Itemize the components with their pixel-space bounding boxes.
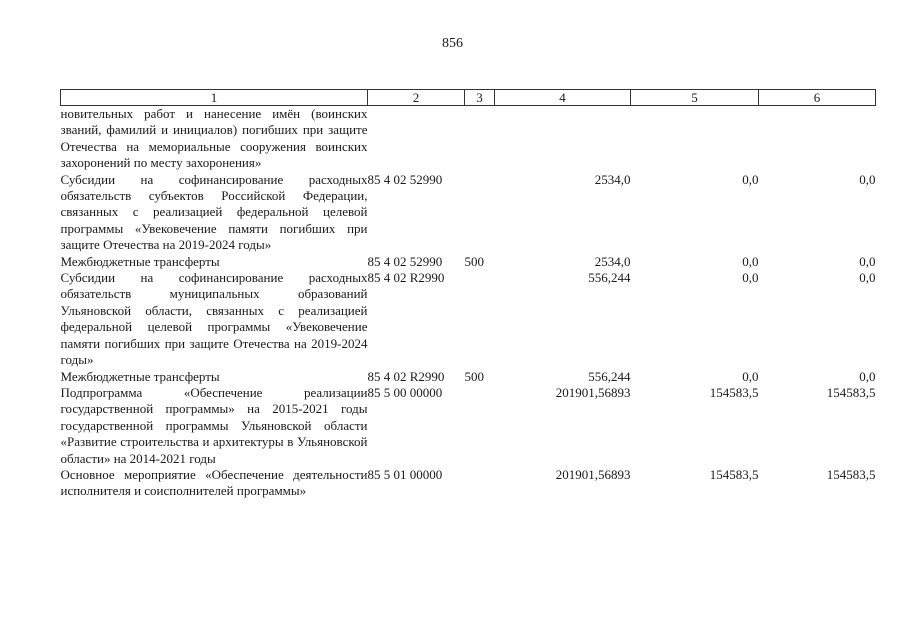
budget-table (60, 89, 876, 500)
row-name: Основное мероприятие «Обеспечение деятельности исполнителя и соисполнителей программы» (60, 466, 368, 499)
row-value-5: 0,0 (742, 253, 759, 269)
row-type: 500 (464, 368, 484, 384)
row-value-4 (495, 106, 631, 172)
row-value-5: 0,0 (742, 171, 759, 187)
row-value-4: 2534,0 (594, 253, 631, 269)
column-header-4: 4 (495, 90, 631, 106)
row-code: 85 4 02 52990 (367, 171, 443, 187)
row-code: 85 4 02 R2990 (367, 368, 445, 384)
row-value-5: 154583,5 (709, 466, 759, 482)
row-value-6: 154583,5 (826, 384, 876, 400)
row-name: Субсидии на софинансирование расходных обязательств субъектов Российской Федерации, связанных с реализацией федеральной целевой программы «Увековечение памяти погибших при защите Отечества на 2019-2024 годы» (60, 171, 368, 253)
row-name: Межбюджетные трансферты (60, 253, 220, 269)
row-name: Подпрограмма «Обеспечение реализации государственной программы» на 2015-2021 годы государственной программы Ульяновской области «Развитие строительства и архитектуры в Ульяновской области» на 2014-2021 годы (60, 384, 368, 466)
row-value-5: 154583,5 (709, 384, 759, 400)
column-header-6: 6 (759, 90, 876, 106)
row-name: новительных работ и нанесение имён (воинских званий, фамилий и инициалов) погибших при защите Отечества на мемориальные сооружения воинских захоронений по месту захоронения» (60, 106, 368, 171)
row-value-4: 556,244 (588, 368, 631, 384)
table-row (61, 385, 876, 467)
table-row (61, 467, 876, 500)
row-value-4: 201901,56893 (555, 466, 631, 482)
row-name: Межбюджетные трансферты (60, 368, 220, 384)
row-type (465, 467, 495, 500)
table-row (61, 254, 876, 270)
row-type (465, 172, 495, 254)
row-value-4: 556,244 (588, 270, 631, 286)
row-code: 85 4 02 R2990 (367, 270, 445, 286)
row-value-6: 0,0 (859, 368, 876, 384)
row-value-5 (631, 106, 759, 172)
row-type (465, 385, 495, 467)
header-row (61, 90, 876, 106)
column-header-3: 3 (465, 90, 495, 106)
row-code: 85 5 00 00000 (367, 384, 443, 400)
row-value-6: 0,0 (859, 253, 876, 269)
row-name: Субсидии на софинансирование расходных обязательств муниципальных образований Ульяновской области, связанных с реализацией федеральной целевой программы «Увековечение памяти погибших при защите Отечества на 2019-2024 годы» (60, 270, 368, 368)
page-number: 856 (442, 36, 463, 51)
row-value-5: 0,0 (742, 368, 759, 384)
row-value-6: 154583,5 (826, 466, 876, 482)
row-value-6 (759, 106, 876, 172)
row-type (465, 270, 495, 368)
table-row (61, 172, 876, 254)
row-code (368, 106, 465, 172)
table-row (61, 369, 876, 385)
table-row (61, 270, 876, 368)
column-header-2: 2 (368, 90, 465, 106)
row-code: 85 4 02 52990 (367, 253, 443, 269)
row-code: 85 5 01 00000 (367, 466, 443, 482)
row-value-6: 0,0 (859, 171, 876, 187)
row-value-6: 0,0 (859, 270, 876, 286)
row-type (465, 106, 495, 172)
column-header-5: 5 (631, 90, 759, 106)
row-value-5: 0,0 (742, 270, 759, 286)
column-header-1: 1 (61, 90, 368, 106)
row-value-4: 201901,56893 (555, 384, 631, 400)
row-type: 500 (464, 253, 484, 269)
row-value-4: 2534,0 (594, 171, 631, 187)
table-row (61, 106, 876, 172)
